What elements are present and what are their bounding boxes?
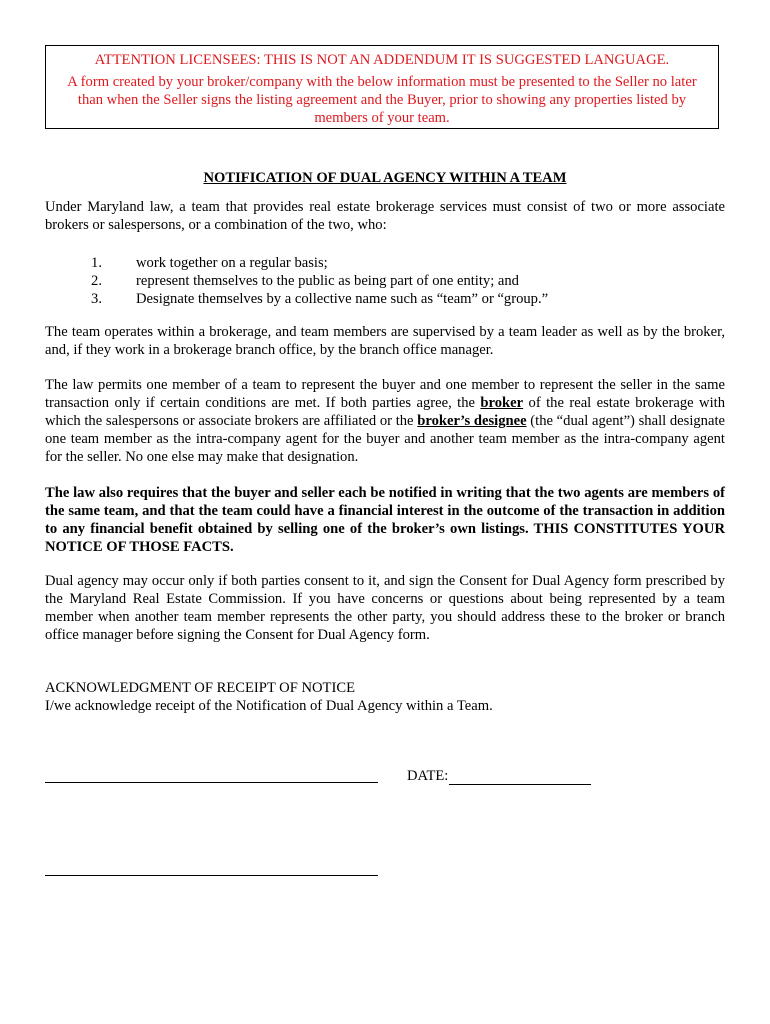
list-item-text: Designate themselves by a collective name such as “team” or “group.” <box>136 291 549 307</box>
signature-line-1[interactable] <box>45 782 378 783</box>
date-line[interactable] <box>449 769 591 785</box>
date-label: DATE: <box>407 768 449 784</box>
list-item-text: represent themselves to the public as being part of one entity; and <box>136 273 519 289</box>
attention-notice-box <box>45 45 719 129</box>
intro-paragraph: Under Maryland law, a team that provides real estate brokerage services must consist of two or more associate brokers or salespersons, or a combination of the two, who: <box>45 199 725 233</box>
team-criteria-list <box>45 254 725 308</box>
acknowledgment-heading: ACKNOWLEDGMENT OF RECEIPT OF NOTICE <box>45 680 355 696</box>
brokers-designee-link[interactable]: broker’s designee <box>417 413 527 429</box>
list-item-number: 2. <box>91 273 102 289</box>
law-permits-text-3: (the “dual agent”) shall designate one team member as the intra-company agent for the buyer and another team member as the intra-company agent for the seller. No one else may make that designation. <box>45 413 725 465</box>
team-operates-paragraph: The team operates within a brokerage, and team members are supervised by a team leader as well as by the broker, and, if they work in a brokerage branch office, by the branch office manager. <box>45 324 725 358</box>
law-permits-text-2: of the real estate brokerage with which the salespersons or associate brokers are affiliated or the <box>45 395 725 429</box>
signature-line-2[interactable] <box>45 875 378 876</box>
attention-notice-heading: ATTENTION LICENSEES: THIS IS NOT AN ADDENDUM IT IS SUGGESTED LANGUAGE. <box>94 52 670 68</box>
acknowledgment-section <box>45 679 725 715</box>
list-item-number: 3. <box>91 291 102 307</box>
list-item-number: 1. <box>91 255 102 271</box>
dual-agency-consent-paragraph: Dual agency may occur only if both parties consent to it, and sign the Consent for Dual Agency form prescribed by the Maryland Real Estate Commission. If you have concerns or questions about being represented by a team member when another team member represents the other party, you should address these to the broker or branch office manager before signing the Consent for Dual Agency form. <box>45 573 725 643</box>
list-item-text: work together on a regular basis; <box>136 255 328 271</box>
list-item <box>45 272 725 290</box>
broker-link[interactable]: broker <box>480 395 524 411</box>
acknowledgment-text: I/we acknowledge receipt of the Notification of Dual Agency within a Team. <box>45 698 493 714</box>
law-permits-text-1: The law permits one member of a team to represent the buyer and one member to represent the seller in the same transaction only if certain conditions are met. If both parties agree, the <box>45 377 725 411</box>
notice-facts-paragraph: The law also requires that the buyer and seller each be notified in writing that the two agents are members of the same team, and that the team could have a financial interest in the outcome of the transaction in addition to any financial benefit obtained by selling one of the broker’s own listings. THIS CONSTITUTES YOUR NOTICE OF THOSE FACTS. <box>45 485 725 555</box>
law-permits-paragraph <box>45 376 725 466</box>
list-item <box>45 290 725 308</box>
document-title: NOTIFICATION OF DUAL AGENCY WITHIN A TEAM <box>203 170 567 186</box>
list-item <box>45 254 725 272</box>
attention-notice-text: A form created by your broker/company with the below information must be presented to the Seller no later than when the Seller signs the listing agreement and the Buyer, prior to showing any properties listed by members of your team. <box>67 74 697 126</box>
date-field[interactable] <box>407 767 591 785</box>
